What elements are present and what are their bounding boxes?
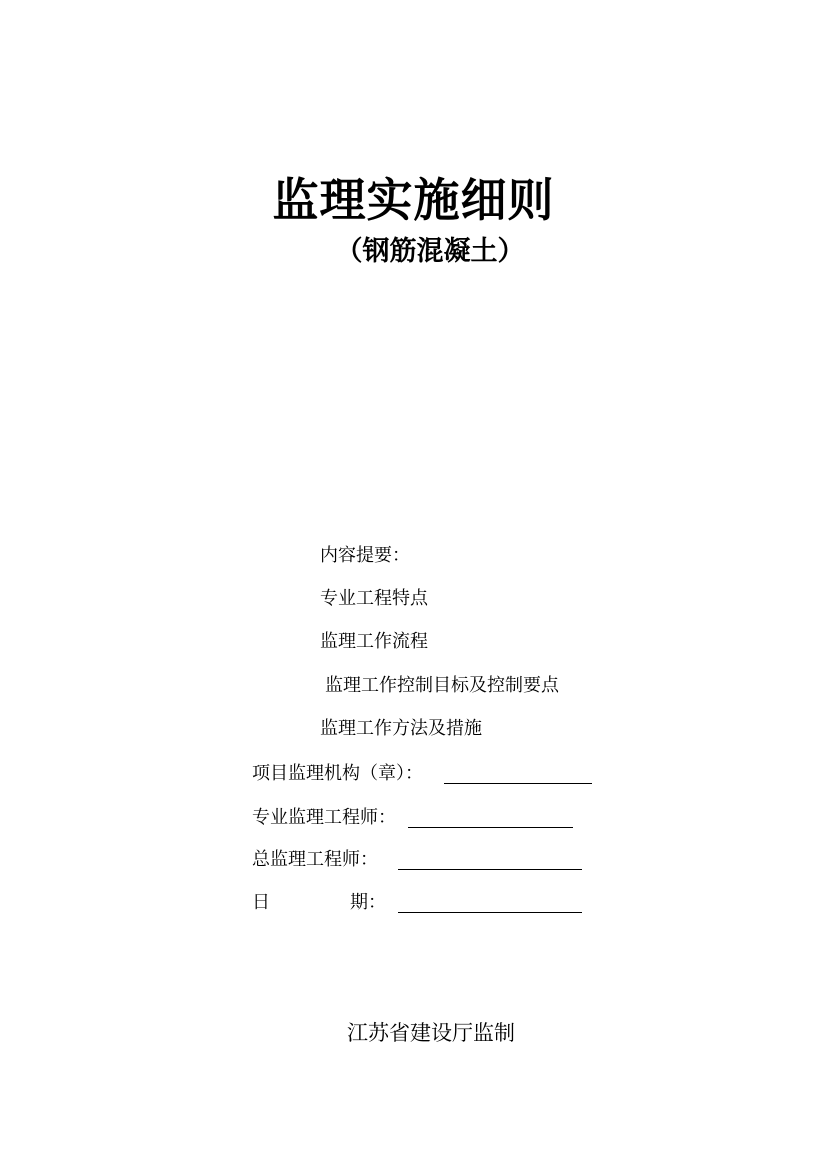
signature-label-specialty-engineer: 专业监理工程师： <box>252 807 396 828</box>
signature-row-specialty-engineer <box>252 806 597 830</box>
signature-line-institution[interactable] <box>444 783 592 784</box>
signature-label-chief-engineer: 总监理工程师： <box>252 849 378 870</box>
signature-row-date <box>252 891 597 915</box>
contents-item-control-targets: 监理工作控制目标及控制要点 <box>325 675 559 696</box>
contents-item-methods: 监理工作方法及措施 <box>320 718 482 739</box>
contents-heading: 内容提要： <box>320 545 410 566</box>
signature-row-institution <box>252 762 597 786</box>
signature-label-date-2: 期： <box>350 892 386 913</box>
signature-label-date-1: 日 <box>252 892 270 913</box>
signature-line-chief-engineer[interactable] <box>398 869 582 870</box>
document-subtitle: （钢筋混凝土） <box>335 236 525 267</box>
signature-row-chief-engineer <box>252 848 597 872</box>
contents-item-workflow: 监理工作流程 <box>320 631 428 652</box>
signature-label-institution: 项目监理机构（章）： <box>252 763 423 784</box>
contents-item-specialty-features: 专业工程特点 <box>320 588 428 609</box>
document-title: 监理实施细则 <box>272 173 555 227</box>
signature-line-specialty-engineer[interactable] <box>408 827 573 828</box>
issuer-footer: 江苏省建设厅监制 <box>347 1021 515 1045</box>
signature-line-date[interactable] <box>398 912 582 913</box>
